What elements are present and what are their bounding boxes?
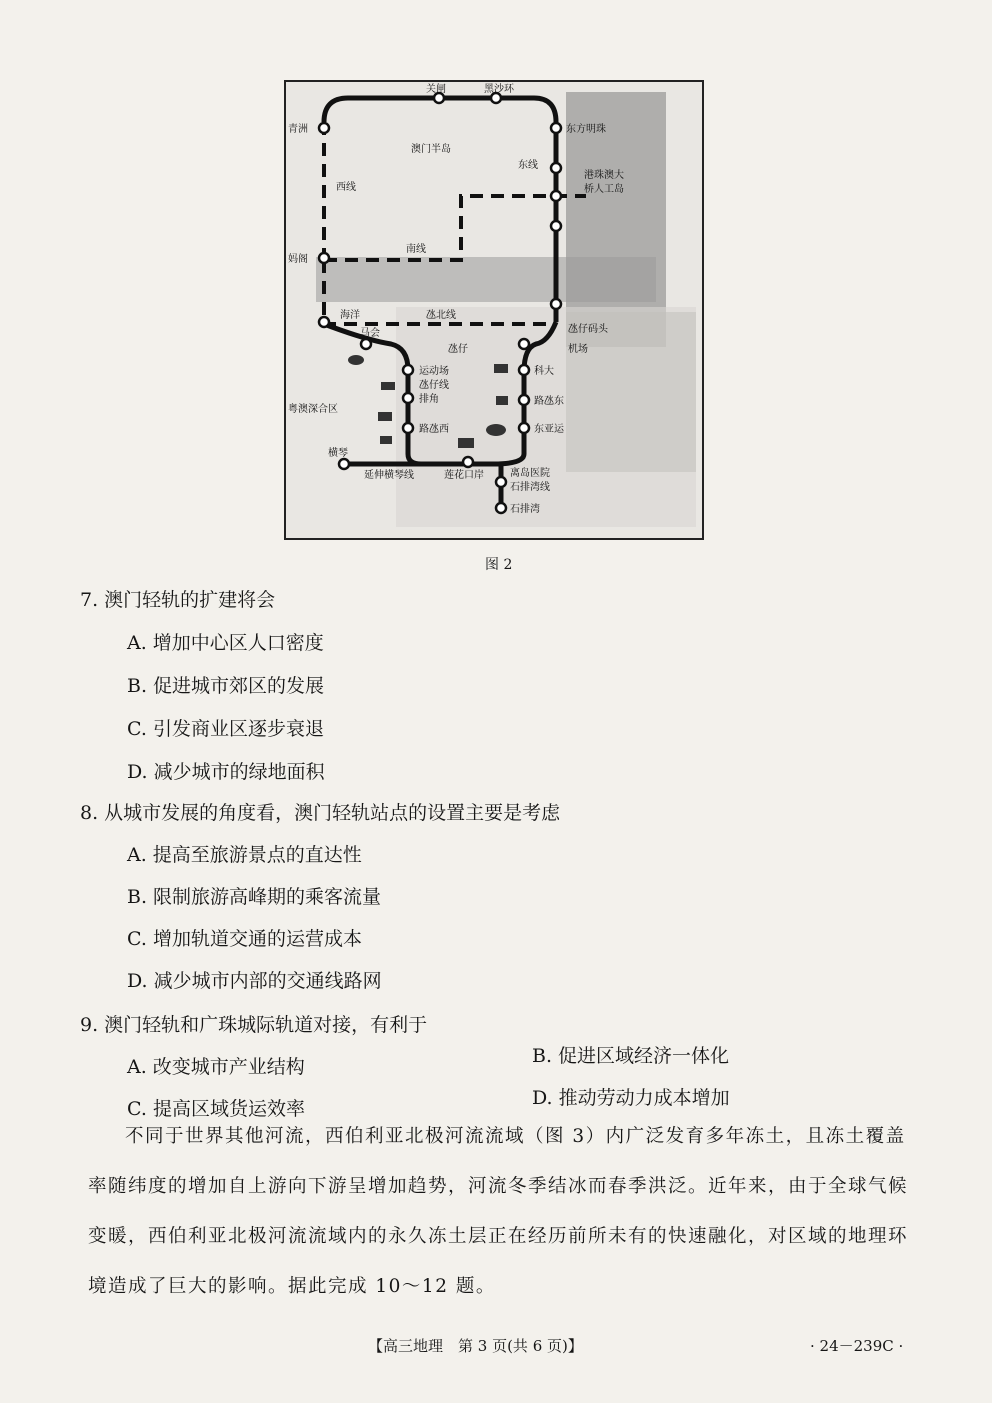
label-keda: 科大 — [534, 366, 554, 377]
label-dangbeixian: 氹北线 — [426, 310, 456, 321]
airport-area — [566, 312, 696, 472]
station-yundongchang — [403, 365, 413, 375]
label-gangzhuao-2: 桥人工岛 — [584, 184, 624, 195]
station-mahui — [361, 339, 371, 349]
label-nanxian: 南线 — [406, 244, 426, 255]
question-9-stem: 9. 澳门轻轨和广珠城际轨道对接，有利于 — [80, 1014, 428, 1036]
label-guanzha: 关闸 — [426, 84, 446, 95]
question-9-option-c: C. 提高区域货运效率 — [127, 1098, 305, 1120]
station-dangzai-matou — [551, 299, 561, 309]
station-dongxian — [551, 163, 561, 173]
station-haiyang — [319, 317, 329, 327]
station-gangzhuao — [551, 191, 561, 201]
landmark-icon — [458, 438, 474, 448]
label-dongxian: 东线 — [518, 160, 538, 171]
station-keda — [519, 365, 529, 375]
landmark-icon — [381, 382, 395, 390]
question-8-option-b: B. 限制旅游高峰期的乘客流量 — [127, 886, 382, 908]
label-dongyayun: 东亚运 — [534, 424, 564, 435]
footer-code: · 24－239C · — [810, 1337, 904, 1355]
question-9-option-a: A. 改变城市产业结构 — [127, 1056, 305, 1078]
landmark-icon — [494, 364, 508, 373]
label-lidao-1: 离岛医院 — [510, 468, 550, 479]
question-7-stem: 7. 澳门轻轨的扩建将会 — [80, 589, 276, 611]
station-ludangxi — [403, 423, 413, 433]
question-8-option-a: A. 提高至旅游景点的直达性 — [127, 844, 362, 866]
label-gangzhuao-1: 港珠澳大 — [584, 170, 624, 181]
label-dangzaixian: 氹仔线 — [419, 380, 449, 391]
map-svg — [286, 82, 702, 538]
question-9-option-b: B. 促进区域经济一体化 — [532, 1045, 730, 1067]
station-hengqin — [339, 459, 349, 469]
label-paijiao: 排角 — [419, 394, 439, 405]
label-jichang: 机场 — [568, 344, 588, 355]
question-8-option-c: C. 增加轨道交通的运营成本 — [127, 928, 362, 950]
station-paijiao — [403, 393, 413, 403]
label-dangzai: 氹仔 — [448, 344, 468, 355]
question-7-option-b: B. 促进城市郊区的发展 — [127, 675, 325, 697]
question-8-option-d: D. 减少城市内部的交通线路网 — [127, 970, 382, 992]
question-7-option-d: D. 减少城市的绿地面积 — [127, 761, 325, 783]
label-qingzhou: 青洲 — [288, 124, 308, 135]
light-rail-map — [284, 80, 704, 540]
figure-caption: 图 2 — [485, 557, 513, 573]
station-qingzhou — [319, 123, 329, 133]
footer-page-info: 【高三地理 第 3 页(共 6 页)】 — [368, 1337, 583, 1355]
label-haiyang: 海洋 — [340, 310, 360, 321]
label-lianhua: 莲花口岸 — [444, 470, 484, 481]
station-jichang — [519, 339, 529, 349]
question-7-option-c: C. 引发商业区逐步衰退 — [127, 718, 324, 740]
strait-area — [316, 257, 656, 302]
label-heishahuan: 黑沙环 — [484, 84, 514, 95]
landmark-icon — [348, 355, 364, 365]
station-lidao — [496, 477, 506, 487]
station-dongyayun — [519, 423, 529, 433]
question-7-option-a: A. 增加中心区人口密度 — [127, 632, 324, 654]
label-shipaiwan: 石排湾 — [510, 504, 540, 515]
question-9-option-d: D. 推动劳动力成本增加 — [532, 1087, 730, 1109]
label-yundongchang: 运动场 — [419, 366, 449, 377]
label-hengqin: 横琴 — [328, 448, 348, 459]
label-yueao: 粤澳深合区 — [288, 404, 338, 415]
question-8-stem: 8. 从城市发展的角度看，澳门轻轨站点的设置主要是考虑 — [80, 802, 561, 824]
label-aomen-bandao: 澳门半岛 — [411, 144, 451, 155]
station-lianhua — [463, 457, 473, 467]
label-xixian: 西线 — [336, 182, 356, 193]
label-dongfangmingzhu: 东方明珠 — [566, 124, 606, 135]
landmark-icon — [380, 436, 392, 444]
label-ludangxi: 路氹西 — [419, 424, 449, 435]
south-line-track — [324, 196, 586, 260]
landmark-icon — [496, 396, 508, 405]
landmark-icon — [378, 412, 392, 421]
label-lidao-2: 石排湾线 — [510, 482, 550, 493]
station-dongfangmingzhu — [551, 123, 561, 133]
station-shipaiwan — [496, 503, 506, 513]
label-yanshen: 延伸横琴线 — [364, 470, 414, 481]
station-mage — [319, 253, 329, 263]
landmark-icon — [486, 424, 506, 436]
label-mahui: 马会 — [360, 328, 380, 339]
label-dangzai-matou: 氹仔码头 — [568, 324, 608, 335]
passage-text: 不同于世界其他河流，西伯利亚北极河流流域（图 3）内广泛发育多年冻土，且冻土覆盖率随纬度的增加自上游向下游呈增加趋势，河流冬季结冰而春季洪泛。近年来，由于全球气候变暖，西伯利亚北极河流流域内的永久冻土层正在经历前所未有的快速融化，对区域的地理环境造成了巨大的影响。据此完成 10～12 题。 — [88, 1126, 909, 1297]
label-ludangdong: 路氹东 — [534, 396, 564, 407]
station-east-4 — [551, 221, 561, 231]
label-mage: 妈阁 — [288, 254, 308, 265]
station-ludangdong — [519, 395, 529, 405]
